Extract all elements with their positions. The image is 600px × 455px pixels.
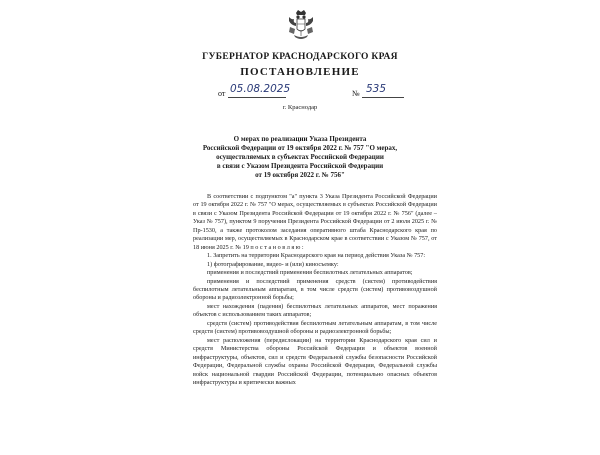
- date-underline: [228, 97, 286, 98]
- body-paragraph: В соответствии с подпунктом "а" пункта 3 Указа Президента Российской Федерации от 19 октября 2022 г. № 757 "О мерах, осуществляемых в субъектах Российской Федерации в связи с Указом Президента Российской Федерации от 19 октября 2022 г. № 756" (далее – Указ № 757), пунктом 9 поручения Президента Российской Федерации от 2 июля 2025 г. № Пр-1530, а также протоколом заседания оперативного штаба Краснодарского края по реализации мер, осуществляемых в Краснодарском крае в соответствии с Указом № 757, от 18 июня 2025 г. № 19 п о с т а н о в л я ю :: [193, 193, 437, 251]
- from-label: от: [218, 89, 226, 98]
- title-line: осуществляемых в субъектах Российской Федерации: [216, 152, 384, 161]
- body-paragraph: средств (систем) противодействия беспилотным летательным аппаратам, в том числе средств (систем) противовоздушной обороны и радиоэлектронной борьбы;: [193, 319, 437, 336]
- decree-body: [193, 193, 437, 387]
- decree-title: [0, 135, 600, 180]
- body-paragraph: мест расположения (передислокации) на территории Краснодарского края сил и средств Министерства обороны Российской Федерации и объектов военной инфраструктуры, объектов, сил и средств Федеральной службы безопасности Российской Федерации, Федеральной службы охраны Российской Федерации, Федеральной службы войск национальной гвардии Российской Федерации, потенциально опасных объектов инфраструктуры и критически важных: [193, 336, 437, 386]
- date-number-row: [0, 84, 600, 100]
- number-label: №: [352, 89, 360, 98]
- decree-number: 535: [366, 83, 387, 95]
- body-paragraph: применения и последствий применения средств (систем) противодействия беспилотным летательным аппаратам, в том числе средств (систем) противовоздушной обороны и радиоэлектронной борьбы;: [193, 277, 437, 302]
- title-line: в связи с Указом Президента Российской Федерации: [216, 161, 384, 170]
- body-paragraph: мест нахождения (падения) беспилотных летательных аппаратов, мест поражения объектов с использованием таких аппаратов;: [193, 302, 437, 319]
- body-paragraph: 1. Запретить на территории Краснодарского края на период действия Указа № 757:: [207, 252, 426, 260]
- title-line: от 19 октября 2022 г. № 756": [255, 170, 345, 179]
- decree-date: 05.08.2025: [230, 83, 291, 95]
- body-paragraph: применения и последствий применения беспилотных летательных аппаратов;: [207, 269, 413, 277]
- governor-heading: ГУБЕРНАТОР КРАСНОДАРСКОГО КРАЯ: [202, 52, 398, 62]
- title-line: Российской Федерации от 19 октября 2022 г. № 757 "О мерах,: [202, 143, 398, 152]
- coat-of-arms-icon: [286, 8, 316, 42]
- decree-type-heading: ПОСТАНОВЛЕНИЕ: [240, 66, 360, 78]
- title-line: О мерах по реализации Указа Президента: [233, 135, 367, 143]
- number-underline: [362, 97, 404, 98]
- city-label: г. Краснодар: [282, 104, 318, 111]
- body-paragraph: 1) фотографирование, видео- и (или) киносъемку:: [207, 260, 339, 268]
